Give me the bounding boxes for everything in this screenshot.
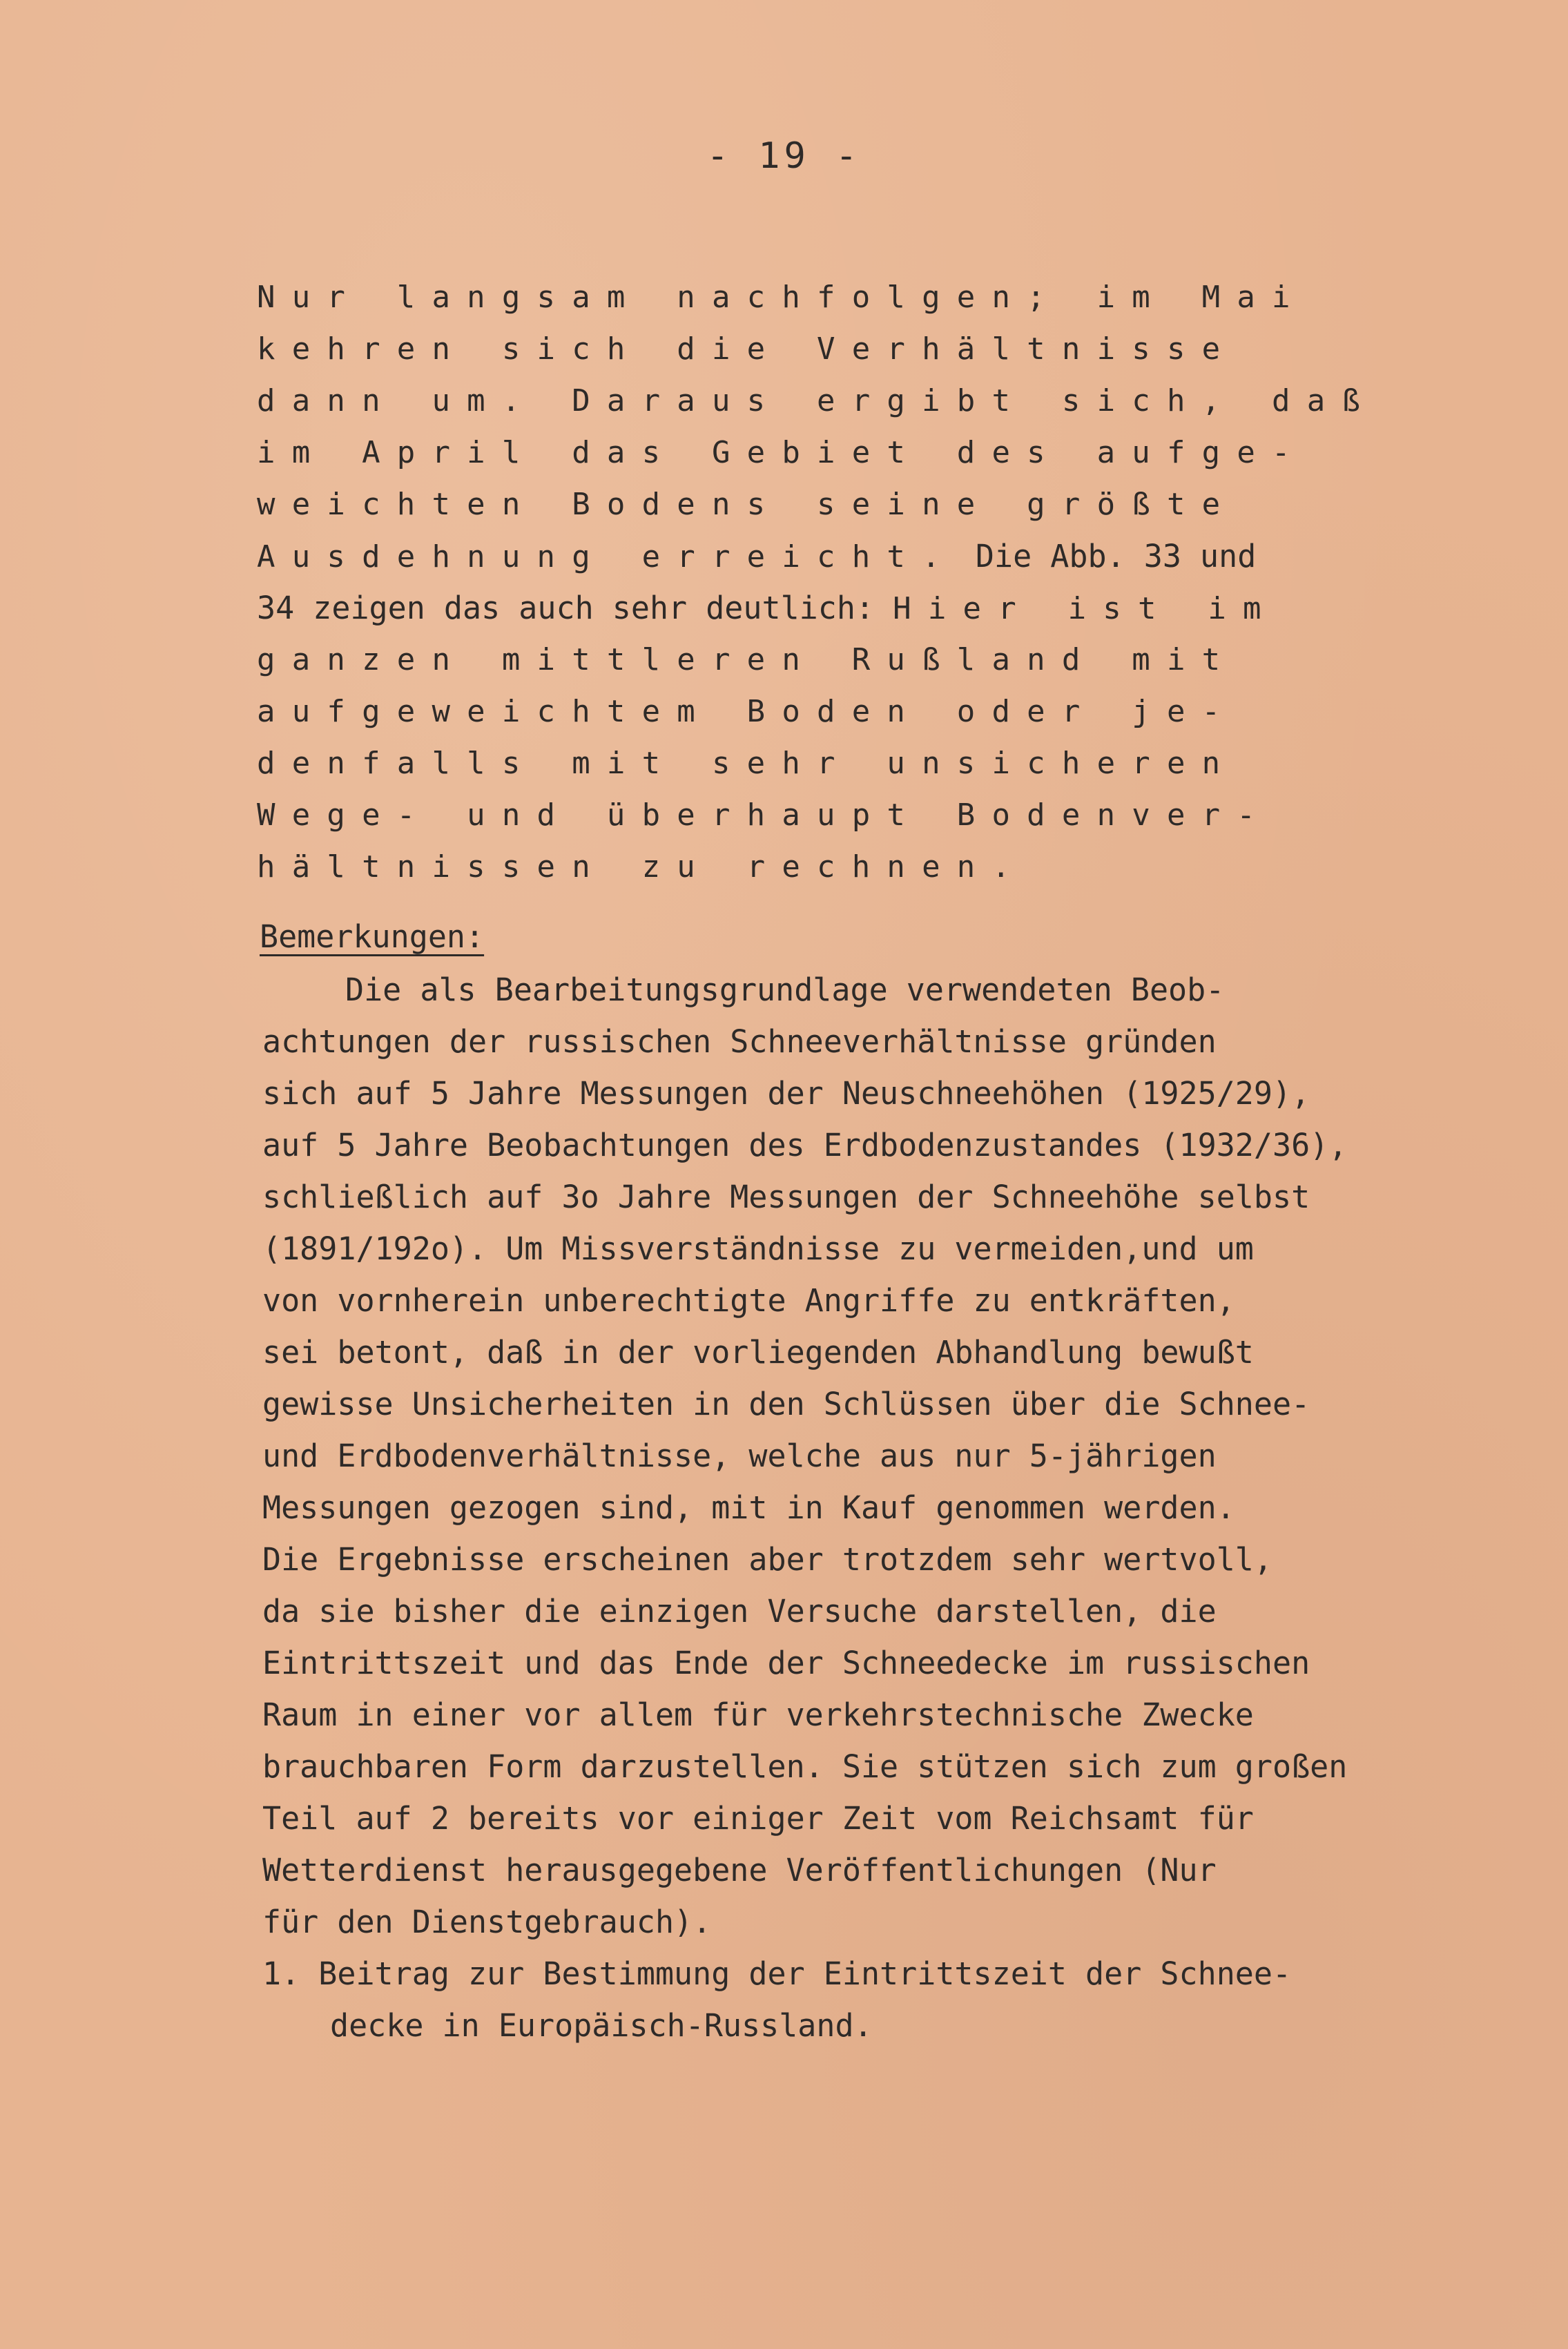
- text-line: brauchbaren Form darzustellen. Sie stützen sich zum großen: [262, 1748, 1348, 1785]
- page-number: - 19 -: [706, 135, 862, 177]
- text-line: Teil auf 2 bereits vor einiger Zeit vom Reichsamt für: [262, 1800, 1254, 1837]
- text-line: Eintrittszeit und das Ende der Schneedecke im russischen: [262, 1645, 1310, 1681]
- text-line: Nur langsam nachfolgen; im Mai: [257, 280, 1307, 315]
- text-line: Wetterdienst herausgegebene Veröffentlichungen (Nur: [262, 1852, 1217, 1888]
- text-line: sich auf 5 Jahre Messungen der Neuschneehöhen (1925/29),: [262, 1075, 1310, 1112]
- text-line: von vornherein unberechtigte Angriffe zu entkräften,: [262, 1282, 1235, 1319]
- text-span-spaced: Hier ist im: [893, 591, 1278, 626]
- list-item-continuation: decke in Europäisch-Russland.: [330, 2007, 873, 2044]
- text-line: Die Ergebnisse erscheinen aber trotzdem sehr wertvoll,: [262, 1541, 1272, 1578]
- text-line: Die als Bearbeitungsgrundlage verwendeten Beob-: [345, 972, 1225, 1008]
- text-line: denfalls mit sehr unsicheren: [257, 746, 1237, 781]
- text-line: dann um. Daraus ergibt sich, daß: [257, 383, 1377, 418]
- text-line: ganzen mittleren Rußland mit: [257, 642, 1237, 677]
- text-line-mixed: [257, 536, 1256, 578]
- text-line: auf 5 Jahre Beobachtungen des Erdbodenzustandes (1932/36),: [262, 1127, 1348, 1163]
- text-line: achtungen der russischen Schneeverhältnisse gründen: [262, 1023, 1217, 1060]
- text-span-normal: Die Abb. 33 und: [975, 538, 1257, 574]
- text-span-spaced: Ausdehnung erreicht.: [257, 539, 957, 574]
- text-line: und Erdbodenverhältnisse, welche aus nur 5-jährigen: [262, 1438, 1217, 1474]
- text-line: hältnissen zu rechnen.: [257, 849, 1027, 884]
- text-line: gewisse Unsicherheiten in den Schlüssen über die Schnee-: [262, 1386, 1310, 1422]
- section-heading: Bemerkungen:: [260, 918, 485, 955]
- text-line: aufgeweichtem Boden oder je-: [257, 694, 1237, 729]
- text-line: kehren sich die Verhältnisse: [257, 331, 1237, 367]
- text-line: sei betont, daß in der vorliegenden Abhandlung bewußt: [262, 1334, 1254, 1371]
- list-item: 1. Beitrag zur Bestimmung der Eintrittszeit der Schnee-: [262, 1955, 1292, 1992]
- text-line: da sie bisher die einzigen Versuche darstellen, die: [262, 1593, 1217, 1630]
- text-line: (1891/192o). Um Missverständnisse zu vermeiden,und um: [262, 1230, 1254, 1267]
- text-line-mixed: [257, 588, 1278, 630]
- text-line: im April das Gebiet des aufge-: [257, 435, 1307, 470]
- text-line: für den Dienstgebrauch).: [262, 1904, 712, 1940]
- text-line: weichten Bodens seine größte: [257, 487, 1237, 522]
- text-span-normal: 34 zeigen das auch sehr deutlich:: [257, 590, 875, 626]
- text-line: Messungen gezogen sind, mit in Kauf genommen werden.: [262, 1489, 1235, 1526]
- text-line: schließlich auf 3o Jahre Messungen der Schneehöhe selbst: [262, 1179, 1310, 1215]
- text-line: Raum in einer vor allem für verkehrstechnische Zwecke: [262, 1696, 1254, 1733]
- text-line: Wege- und überhaupt Bodenver-: [257, 798, 1272, 833]
